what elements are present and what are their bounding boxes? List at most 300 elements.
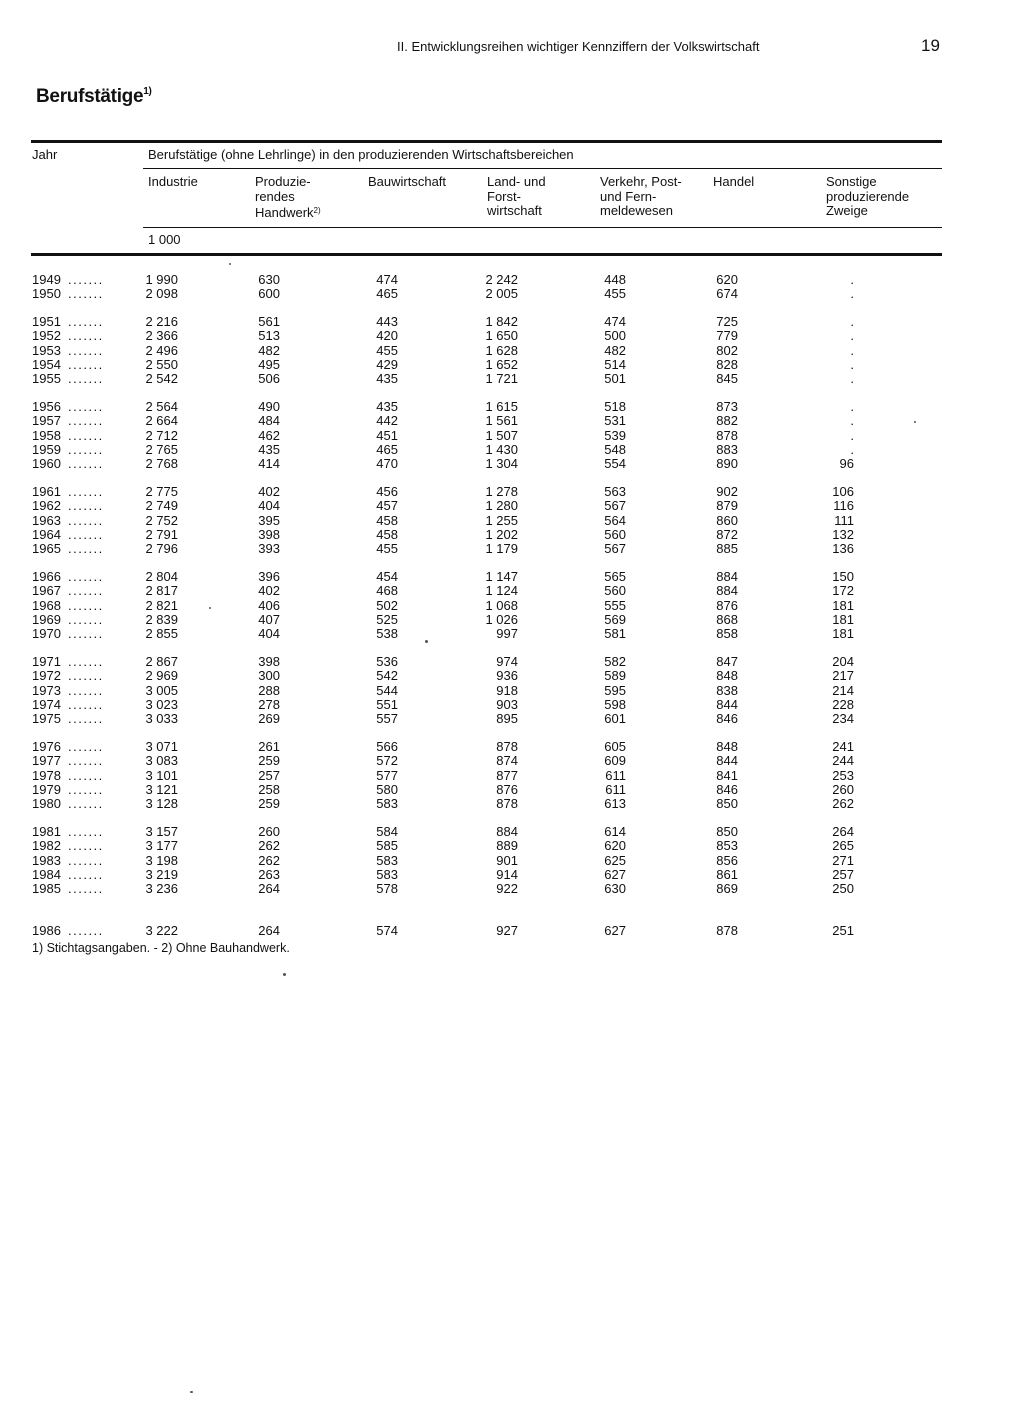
cell-value: 538 <box>376 626 398 642</box>
scan-speck <box>229 263 231 265</box>
cell-value: 856 <box>716 852 738 868</box>
cell-value: 561 <box>258 314 280 330</box>
cell-value: 878 <box>496 739 518 755</box>
col-header-line: Sonstige <box>826 174 877 189</box>
cell-value: 2 817 <box>145 583 178 599</box>
year-value: 1977 <box>32 753 61 769</box>
cell-value: 936 <box>496 668 518 684</box>
year-value: 1950 <box>32 286 61 302</box>
cell-value: 869 <box>716 881 738 897</box>
cell-value: 257 <box>832 867 854 882</box>
column-header-bauwirtschaft <box>368 175 446 190</box>
cell-value: 536 <box>376 654 398 670</box>
cell-value: 877 <box>496 767 518 783</box>
cell-value: 828 <box>716 357 738 372</box>
cell-value: 448 <box>604 272 626 287</box>
cell-value: 585 <box>376 838 398 854</box>
leader-dots: ....... <box>68 541 104 557</box>
cell-value: 847 <box>716 654 738 670</box>
cell-value: 580 <box>376 782 398 797</box>
cell-value: 878 <box>716 427 738 443</box>
cell-value: 3 236 <box>145 881 178 897</box>
cell-value: 725 <box>716 314 738 330</box>
table-row <box>0 499 1024 513</box>
cell-value: 263 <box>258 867 280 882</box>
cell-value: 901 <box>496 852 518 868</box>
cell-value: 1 179 <box>485 541 518 557</box>
cell-value: 850 <box>716 796 738 812</box>
cell-value: 3 083 <box>145 753 178 769</box>
leader-dots: ....... <box>68 583 104 599</box>
leader-dots: ....... <box>68 881 104 897</box>
cell-value: 518 <box>604 399 626 415</box>
cell-value: 150 <box>832 569 854 585</box>
col-header-line: Verkehr, Post- <box>600 174 682 189</box>
leader-dots: ....... <box>68 512 104 528</box>
table-row <box>0 315 1024 329</box>
cell-value: 451 <box>376 427 398 443</box>
cell-value: 96 <box>839 456 854 472</box>
column-header-industrie <box>148 175 198 190</box>
year-value: 1968 <box>32 597 61 613</box>
cell-value: 181 <box>832 612 854 627</box>
cell-value: 2 867 <box>145 654 178 670</box>
cell-value: 2 839 <box>145 612 178 627</box>
leader-dots: ....... <box>68 456 104 472</box>
cell-value: 554 <box>604 456 626 472</box>
cell-value: 132 <box>832 527 854 542</box>
cell-value: 468 <box>376 583 398 599</box>
table-row <box>0 358 1024 372</box>
cell-value: 525 <box>376 612 398 627</box>
cell-value: 1 628 <box>485 342 518 358</box>
cell-value: 406 <box>258 597 280 613</box>
cell-value: 555 <box>604 597 626 613</box>
leader-dots: ....... <box>68 357 104 372</box>
cell-value: 876 <box>496 782 518 797</box>
cell-value: 861 <box>716 867 738 882</box>
cell-value: 264 <box>258 881 280 897</box>
table-row <box>0 839 1024 853</box>
cell-value: 1 842 <box>485 314 518 330</box>
table-row <box>0 344 1024 358</box>
title-footnote-ref: 1) <box>143 86 152 97</box>
leader-dots: ....... <box>68 342 104 358</box>
cell-value: 2 712 <box>145 427 178 443</box>
cell-value: 2 366 <box>145 328 178 344</box>
stub-header: Jahr <box>32 147 58 162</box>
year-value: 1978 <box>32 767 61 783</box>
col-header-footnote-ref: 2) <box>313 206 321 215</box>
cell-value: 1 652 <box>485 357 518 372</box>
year-value: 1979 <box>32 782 61 797</box>
leader-dots: ....... <box>68 484 104 500</box>
cell-value: . <box>850 314 854 330</box>
cell-value: 882 <box>716 413 738 429</box>
table-row <box>0 783 1024 797</box>
year-value: 1957 <box>32 413 61 429</box>
col-header-line: Produzie- <box>255 174 311 189</box>
cell-value: 582 <box>604 654 626 670</box>
cell-value: 589 <box>604 668 626 684</box>
cell-value: 2 804 <box>145 569 178 585</box>
cell-value: 531 <box>604 413 626 429</box>
cell-value: 3 198 <box>145 852 178 868</box>
col-header-line: Handwerk <box>255 205 314 220</box>
table-row <box>0 740 1024 754</box>
cell-value: 395 <box>258 512 280 528</box>
cell-value: 544 <box>376 682 398 698</box>
cell-value: 1 124 <box>485 583 518 599</box>
cell-value: 116 <box>833 498 854 514</box>
cell-value: 435 <box>376 399 398 415</box>
table-row <box>0 868 1024 882</box>
year-value: 1951 <box>32 314 61 330</box>
cell-value: 802 <box>716 342 738 358</box>
cell-value: 2 791 <box>145 527 178 542</box>
cell-value: 609 <box>604 753 626 769</box>
year-value: 1953 <box>32 342 61 358</box>
table-row <box>0 570 1024 584</box>
cell-value: 1 202 <box>485 527 518 542</box>
cell-value: 3 005 <box>145 682 178 698</box>
cell-value: 136 <box>832 541 854 557</box>
cell-value: 922 <box>496 881 518 897</box>
cell-value: 627 <box>604 867 626 882</box>
cell-value: 261 <box>258 739 280 755</box>
cell-value: 2 005 <box>485 286 518 302</box>
cell-value: 262 <box>832 796 854 812</box>
year-value: 1949 <box>32 272 61 287</box>
cell-value: 1 255 <box>485 512 518 528</box>
table-row <box>0 769 1024 783</box>
table-row <box>0 273 1024 287</box>
cell-value: 513 <box>258 328 280 344</box>
leader-dots: ....... <box>68 922 104 938</box>
cell-value: . <box>850 399 854 415</box>
cell-value: 560 <box>604 583 626 599</box>
cell-value: 3 157 <box>145 824 178 840</box>
cell-value: 269 <box>258 711 280 727</box>
cell-value: 564 <box>604 512 626 528</box>
table-row <box>0 400 1024 414</box>
leader-dots: ....... <box>68 498 104 514</box>
cell-value: 465 <box>376 286 398 302</box>
cell-value: 848 <box>716 668 738 684</box>
cell-value: 244 <box>832 753 854 769</box>
cell-value: 1 507 <box>485 427 518 443</box>
cell-value: 2 821 <box>145 597 178 613</box>
cell-value: 566 <box>376 739 398 755</box>
column-header-handwerk <box>255 175 321 221</box>
cell-value: 454 <box>376 569 398 585</box>
cell-value: 2 749 <box>145 498 178 514</box>
cell-value: 918 <box>496 682 518 698</box>
cell-value: 465 <box>376 442 398 457</box>
cell-value: 890 <box>716 456 738 472</box>
footnote: 1) Stichtagsangaben. - 2) Ohne Bauhandwerk. <box>32 941 290 955</box>
leader-dots: ....... <box>68 286 104 302</box>
table-row <box>0 443 1024 457</box>
cell-value: 1 561 <box>485 413 518 429</box>
year-value: 1976 <box>32 739 61 755</box>
cell-value: 600 <box>258 286 280 302</box>
title-text: Berufstätige <box>36 86 144 107</box>
year-value: 1973 <box>32 682 61 698</box>
cell-value: 2 098 <box>145 286 178 302</box>
year-value: 1972 <box>32 668 61 684</box>
leader-dots: ....... <box>68 782 104 797</box>
cell-value: 257 <box>258 767 280 783</box>
cell-value: . <box>850 427 854 443</box>
cell-value: 625 <box>604 852 626 868</box>
cell-value: 458 <box>376 512 398 528</box>
cell-value: 1 721 <box>485 371 518 387</box>
cell-value: 974 <box>496 654 518 670</box>
scan-speck <box>425 640 428 643</box>
cell-value: 2 242 <box>485 272 518 287</box>
year-value: 1965 <box>32 541 61 557</box>
leader-dots: ....... <box>68 711 104 727</box>
cell-value: 2 765 <box>145 442 178 457</box>
table-row <box>0 797 1024 811</box>
year-value: 1964 <box>32 527 61 542</box>
cell-value: 844 <box>716 697 738 712</box>
cell-value: 217 <box>832 668 854 684</box>
leader-dots: ....... <box>68 371 104 387</box>
table-row <box>0 825 1024 839</box>
leader-dots: ....... <box>68 399 104 415</box>
cell-value: 484 <box>258 413 280 429</box>
cell-value: 435 <box>258 442 280 457</box>
column-header-verkehr <box>600 175 682 219</box>
header-bottom-rule <box>31 253 942 256</box>
cell-value: . <box>850 272 854 287</box>
cell-value: 501 <box>604 371 626 387</box>
year-value: 1967 <box>32 583 61 599</box>
year-value: 1954 <box>32 357 61 372</box>
year-value: 1970 <box>32 626 61 642</box>
year-value: 1960 <box>32 456 61 472</box>
cell-value: 551 <box>376 697 398 712</box>
cell-value: 620 <box>716 272 738 287</box>
cell-value: 567 <box>604 541 626 557</box>
cell-value: 574 <box>376 922 398 938</box>
year-value: 1963 <box>32 512 61 528</box>
table-row <box>0 627 1024 641</box>
leader-dots: ....... <box>68 442 104 457</box>
cell-value: 779 <box>716 328 738 344</box>
page-number: 19 <box>921 36 940 55</box>
table-row <box>0 372 1024 386</box>
cell-value: . <box>850 342 854 358</box>
unit-label: 1 000 <box>148 232 181 247</box>
cell-value: 3 219 <box>145 867 178 882</box>
year-value: 1961 <box>32 484 61 500</box>
cell-value: 583 <box>376 796 398 812</box>
cell-value: . <box>850 413 854 429</box>
leader-dots: ....... <box>68 612 104 627</box>
cell-value: 259 <box>258 796 280 812</box>
table-row <box>0 754 1024 768</box>
table-row <box>0 655 1024 669</box>
table-row <box>0 584 1024 598</box>
cell-value: 3 177 <box>145 838 178 854</box>
leader-dots: ....... <box>68 668 104 684</box>
cell-value: 474 <box>376 272 398 287</box>
cell-value: 455 <box>376 342 398 358</box>
leader-dots: ....... <box>68 413 104 429</box>
cell-value: 903 <box>496 697 518 712</box>
cell-value: 2 550 <box>145 357 178 372</box>
cell-value: 876 <box>716 597 738 613</box>
cell-value: 2 855 <box>145 626 178 642</box>
cell-value: 1 147 <box>485 569 518 585</box>
cell-value: 500 <box>604 328 626 344</box>
cell-value: 611 <box>605 767 626 783</box>
cell-value: 404 <box>258 626 280 642</box>
year-value: 1952 <box>32 328 61 344</box>
col-header-line: Handel <box>713 174 755 189</box>
cell-value: 259 <box>258 753 280 769</box>
cell-value: 264 <box>258 922 280 938</box>
cell-value: 883 <box>716 442 738 457</box>
cell-value: 1 026 <box>485 612 518 627</box>
cell-value: 630 <box>258 272 280 287</box>
cell-value: 402 <box>258 484 280 500</box>
cell-value: 264 <box>832 824 854 840</box>
scan-speck <box>190 1391 193 1393</box>
table-row <box>0 854 1024 868</box>
leader-dots: ....... <box>68 867 104 882</box>
leader-dots: ....... <box>68 739 104 755</box>
year-value: 1982 <box>32 838 61 854</box>
cell-value: 241 <box>832 739 854 755</box>
cell-value: 265 <box>832 838 854 854</box>
cell-value: 613 <box>604 796 626 812</box>
leader-dots: ....... <box>68 569 104 585</box>
table-row <box>0 924 1024 938</box>
cell-value: 620 <box>604 838 626 854</box>
leader-dots: ....... <box>68 796 104 812</box>
leader-dots: ....... <box>68 838 104 854</box>
cell-value: 868 <box>716 612 738 627</box>
leader-dots: ....... <box>68 328 104 344</box>
cell-value: 2 775 <box>145 484 178 500</box>
cell-value: 414 <box>258 456 280 472</box>
year-value: 1986 <box>32 922 61 938</box>
cell-value: 482 <box>604 342 626 358</box>
cell-value: 627 <box>604 922 626 938</box>
leader-dots: ....... <box>68 314 104 330</box>
cell-value: . <box>850 442 854 457</box>
cell-value: 442 <box>376 413 398 429</box>
table-row <box>0 599 1024 613</box>
cell-value: 455 <box>376 541 398 557</box>
cell-value: 172 <box>832 583 854 599</box>
cell-value: 997 <box>496 626 518 642</box>
cell-value: 611 <box>605 782 626 797</box>
table-row <box>0 329 1024 343</box>
cell-value: 250 <box>832 881 854 897</box>
cell-value: 872 <box>716 527 738 542</box>
cell-value: 455 <box>604 286 626 302</box>
cell-value: 429 <box>376 357 398 372</box>
cell-value: 569 <box>604 612 626 627</box>
cell-value: 181 <box>832 626 854 642</box>
cell-value: 845 <box>716 371 738 387</box>
cell-value: 581 <box>604 626 626 642</box>
cell-value: 258 <box>258 782 280 797</box>
table-row <box>0 542 1024 556</box>
cell-value: 111 <box>834 512 854 528</box>
cell-value: 300 <box>258 668 280 684</box>
cell-value: 3 033 <box>145 711 178 727</box>
cell-value: 1 990 <box>145 272 178 287</box>
column-header-landwirtschaft <box>487 175 546 219</box>
year-value: 1959 <box>32 442 61 457</box>
cell-value: 435 <box>376 371 398 387</box>
unit-rule <box>143 227 942 228</box>
cell-value: 181 <box>832 597 854 613</box>
cell-value: 844 <box>716 753 738 769</box>
cell-value: 457 <box>376 498 398 514</box>
col-header-line: Bauwirtschaft <box>368 174 447 189</box>
col-header-line: Zweige <box>826 203 868 218</box>
table-row <box>0 613 1024 627</box>
cell-value: . <box>850 357 854 372</box>
col-header-line: Land- und <box>487 174 546 189</box>
cell-value: 398 <box>258 654 280 670</box>
cell-value: 474 <box>604 314 626 330</box>
year-value: 1966 <box>32 569 61 585</box>
cell-value: 3 023 <box>145 697 178 712</box>
col-header-line: Forst- <box>487 188 521 204</box>
cell-value: 260 <box>258 824 280 840</box>
cell-value: 548 <box>604 442 626 457</box>
year-value: 1985 <box>32 881 61 897</box>
cell-value: 271 <box>832 852 854 868</box>
col-header-line: meldewesen <box>600 203 673 218</box>
cell-value: 567 <box>604 498 626 514</box>
cell-value: 884 <box>716 569 738 585</box>
cell-value: 420 <box>376 328 398 344</box>
cell-value: 914 <box>496 867 518 882</box>
col-header-line: und Fern- <box>600 188 657 204</box>
cell-value: 674 <box>716 286 738 302</box>
leader-dots: ....... <box>68 626 104 642</box>
cell-value: 3 071 <box>145 739 178 755</box>
cell-value: 884 <box>716 583 738 599</box>
leader-dots: ....... <box>68 597 104 613</box>
cell-value: 850 <box>716 824 738 840</box>
cell-value: 853 <box>716 838 738 854</box>
cell-value: 902 <box>716 484 738 500</box>
cell-value: 539 <box>604 427 626 443</box>
cell-value: 838 <box>716 682 738 698</box>
cell-value: 1 304 <box>485 456 518 472</box>
year-value: 1981 <box>32 824 61 840</box>
cell-value: 572 <box>376 753 398 769</box>
col-header-line: produzierende <box>826 188 910 204</box>
col-header-line: rendes <box>255 188 295 204</box>
column-header-sonstige <box>826 175 909 219</box>
cell-value: 841 <box>716 767 738 783</box>
cell-value: 884 <box>496 824 518 840</box>
cell-value: 402 <box>258 583 280 599</box>
cell-value: 204 <box>832 654 854 670</box>
cell-value: 234 <box>832 711 854 727</box>
